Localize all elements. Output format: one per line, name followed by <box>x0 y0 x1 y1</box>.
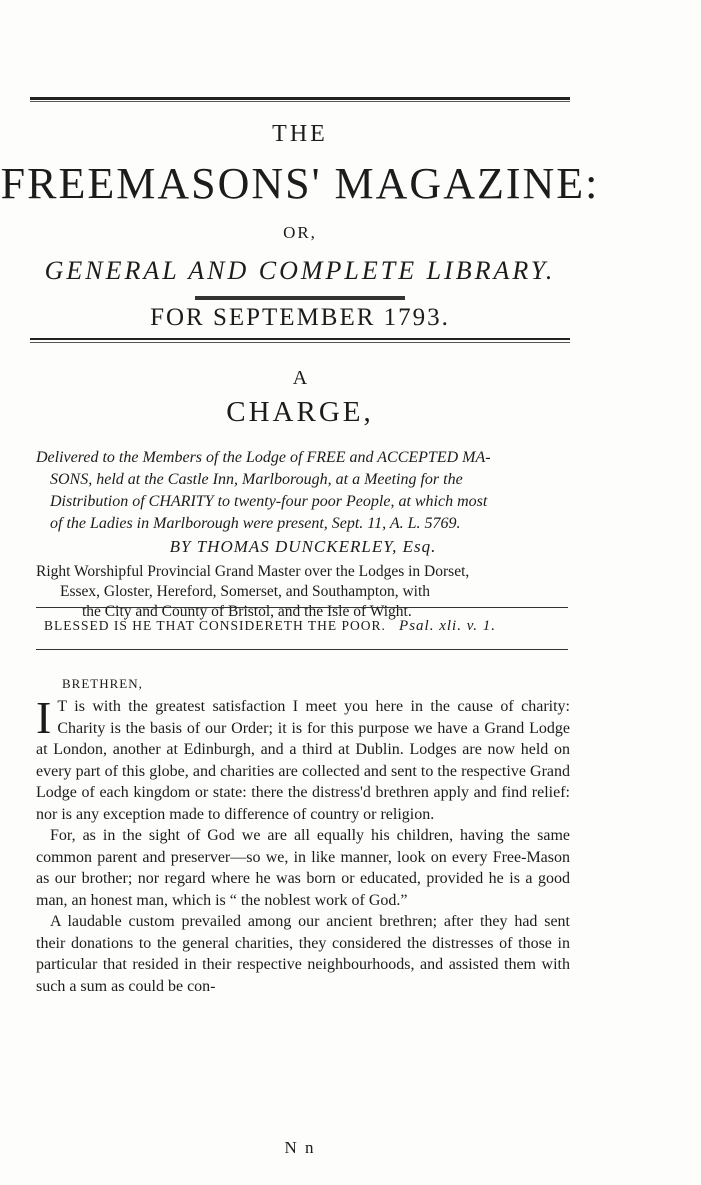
dedication-line-2: SONS, held at the Castle Inn, Marlborough, at a Meeting for the <box>50 471 463 488</box>
ornamental-bar <box>195 296 405 300</box>
header-the: THE <box>272 121 328 147</box>
byline: BY THOMAS DUNCKERLEY, Esq. <box>169 537 437 556</box>
paragraph-1 <box>36 692 570 825</box>
header-or: OR, <box>283 223 317 242</box>
dedication-line-3: Distribution of CHARITY to twenty-four poor People, at which most <box>50 493 488 510</box>
dedication-line-1: Delivered to the Members of the Lodge of FREE and ACCEPTED MA- <box>36 449 491 466</box>
author-title-line-2: Essex, Gloster, Hereford, Somerset, and Southampton, with <box>60 583 431 600</box>
author-title-line-1: Right Worshipful Provincial Grand Master over the Lodges in Dorset, <box>36 563 470 580</box>
dedication-line-4: of the Ladies in Marlborough were present, Sept. 11, A. L. 5769. <box>50 515 461 532</box>
top-rule <box>30 97 570 100</box>
body-text <box>36 692 570 997</box>
paragraph-3: A laudable custom prevailed among our ancient brethren; after they had sent their donations to the general charities, they considered the distresses of those in particular that resided in their respective neighbourhoods, and assisted them with such a sum as could be con- <box>36 913 570 995</box>
mid-rule <box>30 338 570 340</box>
motto-citation: Psal. xli. v. 1. <box>399 618 496 634</box>
paragraph-2: For, as in the sight of God we are all equally his children, having the same common parent and preserver—so we, in like manner, look on every Free-Mason as our brother; nor regard where he was born or educated, provided he is a good man, an honest man, which is “ the noblest work of God.” <box>36 827 570 909</box>
issue-date: FOR SEPTEMBER 1793. <box>150 304 450 331</box>
article-a: A <box>292 367 308 389</box>
author-title <box>36 562 570 622</box>
mid-rule-thin <box>30 342 570 343</box>
masthead-title: FREEMASONS' MAGAZINE: <box>0 159 600 208</box>
motto-rule-bottom <box>36 649 568 650</box>
top-rule-thin <box>30 101 570 102</box>
masthead-subtitle: GENERAL AND COMPLETE LIBRARY. <box>44 256 556 285</box>
author-title-line-3: the City and County of Bristol, and the Isle of Wight. <box>82 603 412 620</box>
motto-text: BLESSED IS HE THAT CONSIDERETH THE POOR. <box>44 618 386 633</box>
motto-rule-top <box>36 607 568 608</box>
motto <box>44 618 564 635</box>
dedication <box>36 447 570 535</box>
paragraph-1-text: T is with the greatest satisfaction I meet you here in the cause of charity: Charity is the basis of our Order; it is for this purpose we have a Grand Lodge at London, another at Edinburgh, and a third at Dublin. Lodges are now held on every part of this globe, and charities are collected and sent to the respective Grand Lodge of each kingdom or state: there the distress'd brethren apply and find relief: nor is any exception made to difference of country or religion. <box>36 698 570 823</box>
article-title: CHARGE, <box>226 396 374 428</box>
drop-cap: I <box>36 692 52 743</box>
signature-mark: N n <box>284 1138 316 1157</box>
salutation: BRETHREN, <box>62 676 143 691</box>
